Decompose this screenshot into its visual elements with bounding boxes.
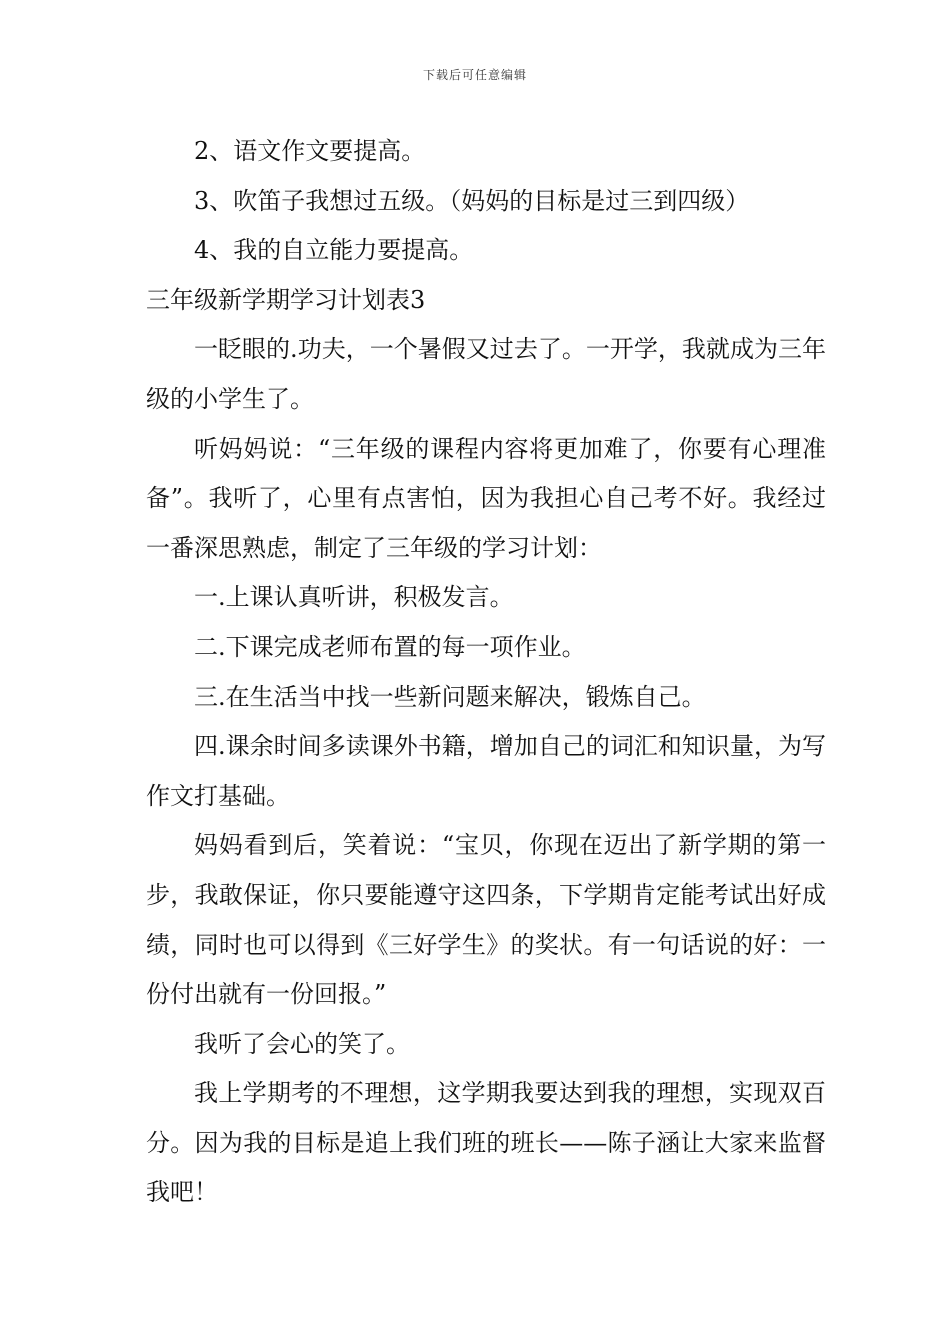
paragraph-conclusion: 我上学期考的不理想，这学期我要达到我的理想，实现双百分。因为我的目标是追上我们班的班长——陈子涵让大家来监督我吧！ — [146, 1079, 826, 1207]
paragraph-goal-4: 4、我的自立能力要提高。 — [194, 236, 474, 265]
page-header: 下载后可任意编辑 — [422, 68, 527, 82]
plan-item-3: 三.在生活当中找一些新问题来解决，锻炼自己。 — [194, 682, 706, 711]
plan-item-2: 二.下课完成老师布置的每一项作业。 — [194, 632, 586, 661]
paragraph-smile: 我听了会心的笑了。 — [194, 1029, 410, 1058]
section-title: 三年级新学期学习计划表3 — [146, 285, 426, 314]
page-footer-space — [0, 1264, 950, 1344]
plan-item-4: 四.课余时间多读课外书籍，增加自己的词汇和知识量，为写作文打基础。 — [146, 732, 826, 810]
paragraph-goal-3: 3、吹笛子我想过五级。（妈妈的目标是过三到四级） — [194, 186, 750, 215]
paragraph-goal-2: 2、语文作文要提高。 — [194, 137, 426, 165]
paragraph-mother-response: 妈妈看到后，笑着说：“宝贝，你现在迈出了新学期的第一步，我敢保证，你只要能遵守这四条，下学期肯定能考试出好成绩，同时也可以得到《三好学生》的奖状。有一句话说的好：一份付出就有一份回报。” — [146, 831, 826, 1009]
paragraph-intro: 一眨眼的.功夫，一个暑假又过去了。一开学，我就成为三年级的小学生了。 — [146, 335, 826, 413]
paragraph-mother-said: 听妈妈说：“三年级的课程内容将更加难了，你要有心理准备”。我听了，心里有点害怕，因为我担心自己考不好。我经过一番深思熟虑，制定了三年级的学习计划： — [146, 434, 826, 562]
document-body — [146, 127, 826, 1218]
plan-item-1: 一.上课认真听讲，积极发言。 — [194, 583, 514, 612]
